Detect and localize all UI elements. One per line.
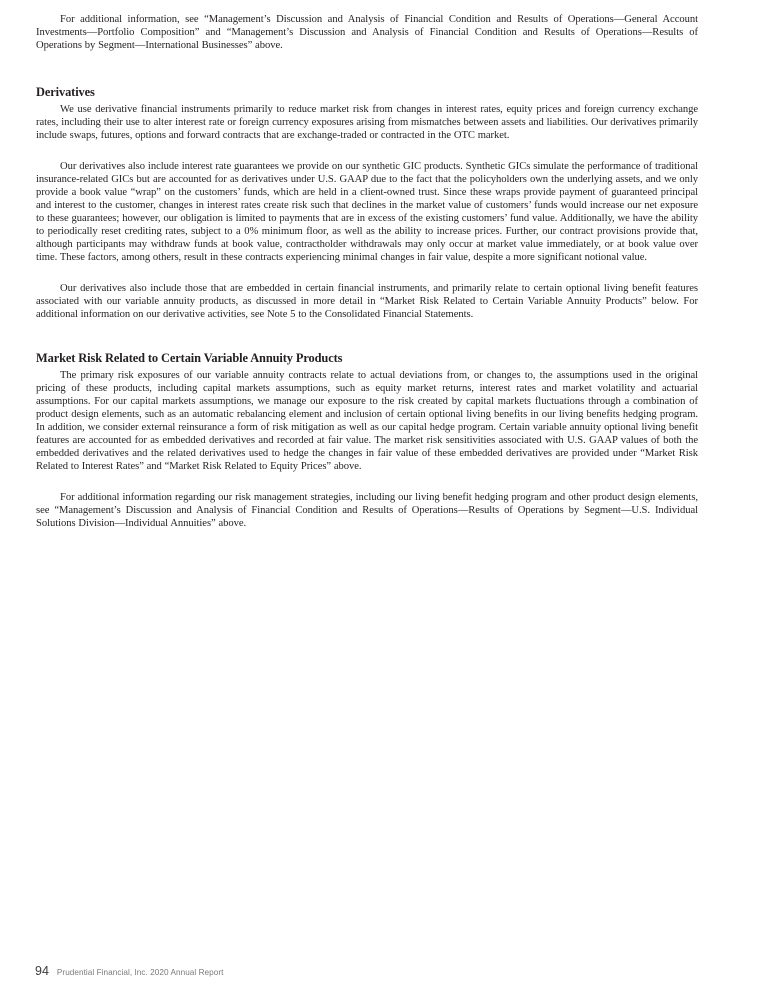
report-title: Prudential Financial, Inc. 2020 Annual Report bbox=[56, 968, 224, 977]
variable-annuity-paragraph-1: The primary risk exposures of our variable annuity contracts relate to actual deviations from, or changes to, the assumptions used in the original pricing of these products, including capital markets assumptions, such as equity market returns, interest rates and market volatility and actuarial assumptions. For our capital markets assumptions, we manage our exposure to the risk created by capital markets fluctuations through a combination of product design elements, such as an automatic rebalancing element and inclusion of certain optional living benefits in our living benefits hedging program. In addition, we consider external reinsurance a form of risk mitigation as well as our capital hedge program. Certain variable annuity optional living benefit features are accounted for as embedded derivatives and recorded at fair value. The market risk sensitivities associated with U.S. GAAP values of both the embedded derivatives and the related derivatives used to hedge the changes in fair value of these embedded derivatives are provided under “Market Risk Related to Interest Rates” and “Market Risk Related to Equity Prices” above. bbox=[36, 370, 698, 472]
document-page bbox=[36, 13, 698, 530]
page-footer bbox=[35, 964, 223, 978]
page-number: 94 bbox=[35, 964, 49, 978]
derivatives-section bbox=[36, 85, 698, 321]
variable-annuity-section bbox=[36, 351, 698, 530]
derivatives-paragraph-3: Our derivatives also include those that are embedded in certain financial instruments, and primarily relate to certain optional living benefit features associated with our variable annuity products, as discussed in more detail in “Market Risk Related to Certain Variable Annuity Products” below. For additional information on our derivative activities, see Note 5 to the Consolidated Financial Statements. bbox=[36, 283, 698, 320]
section-heading-derivatives: Derivatives bbox=[36, 85, 95, 99]
derivatives-paragraph-1: We use derivative financial instruments primarily to reduce market risk from changes in interest rates, equity prices and foreign currency exchange rates, including their use to alter interest rate or foreign currency exposures arising from mismatches between assets and liabilities. Our derivatives primarily include swaps, futures, options and forward contracts that are exchange-traded or contracted in the OTC market. bbox=[36, 104, 698, 141]
intro-paragraph: For additional information, see “Management’s Discussion and Analysis of Financial Condition and Results of Operations—General Account Investments—Portfolio Composition” and “Management’s Discussion and Analysis of Financial Condition and Results of Operations—Results of Operations by Segment—International Businesses” above. bbox=[36, 14, 698, 51]
variable-annuity-paragraph-2: For additional information regarding our risk management strategies, including our living benefit hedging program and other product design elements, see “Management’s Discussion and Analysis of Financial Condition and Results of Operations—Results of Operations by Segment—U.S. Individual Solutions Division—Individual Annuities” above. bbox=[36, 492, 698, 529]
section-heading-variable-annuity: Market Risk Related to Certain Variable Annuity Products bbox=[36, 351, 343, 365]
derivatives-paragraph-2: Our derivatives also include interest rate guarantees we provide on our synthetic GIC products. Synthetic GICs simulate the performance of traditional insurance-related GICs but are accounted for as derivatives under U.S. GAAP due to the fact that the policyholders own the underlying assets, and we only provide a book value “wrap” on the customers’ funds, which are held in a client-owned trust. Since these wraps provide payment of guaranteed principal and interest to the customer, changes in interest rates create risk such that declines in the market value of customers’ funds would increase our net exposure to these guarantees; however, our obligation is limited to payments that are in excess of the existing customers’ fund value. Additionally, we have the ability to periodically reset crediting rates, subject to a 0% minimum floor, as well as the ability to increase prices. Further, our contract provisions provide that, although participants may withdraw funds at book value, contractholder withdrawals may only occur at market value immediately, or at book value over time. These factors, among others, result in these contracts experiencing minimal changes in fair value, despite a more significant notional value. bbox=[36, 161, 698, 263]
